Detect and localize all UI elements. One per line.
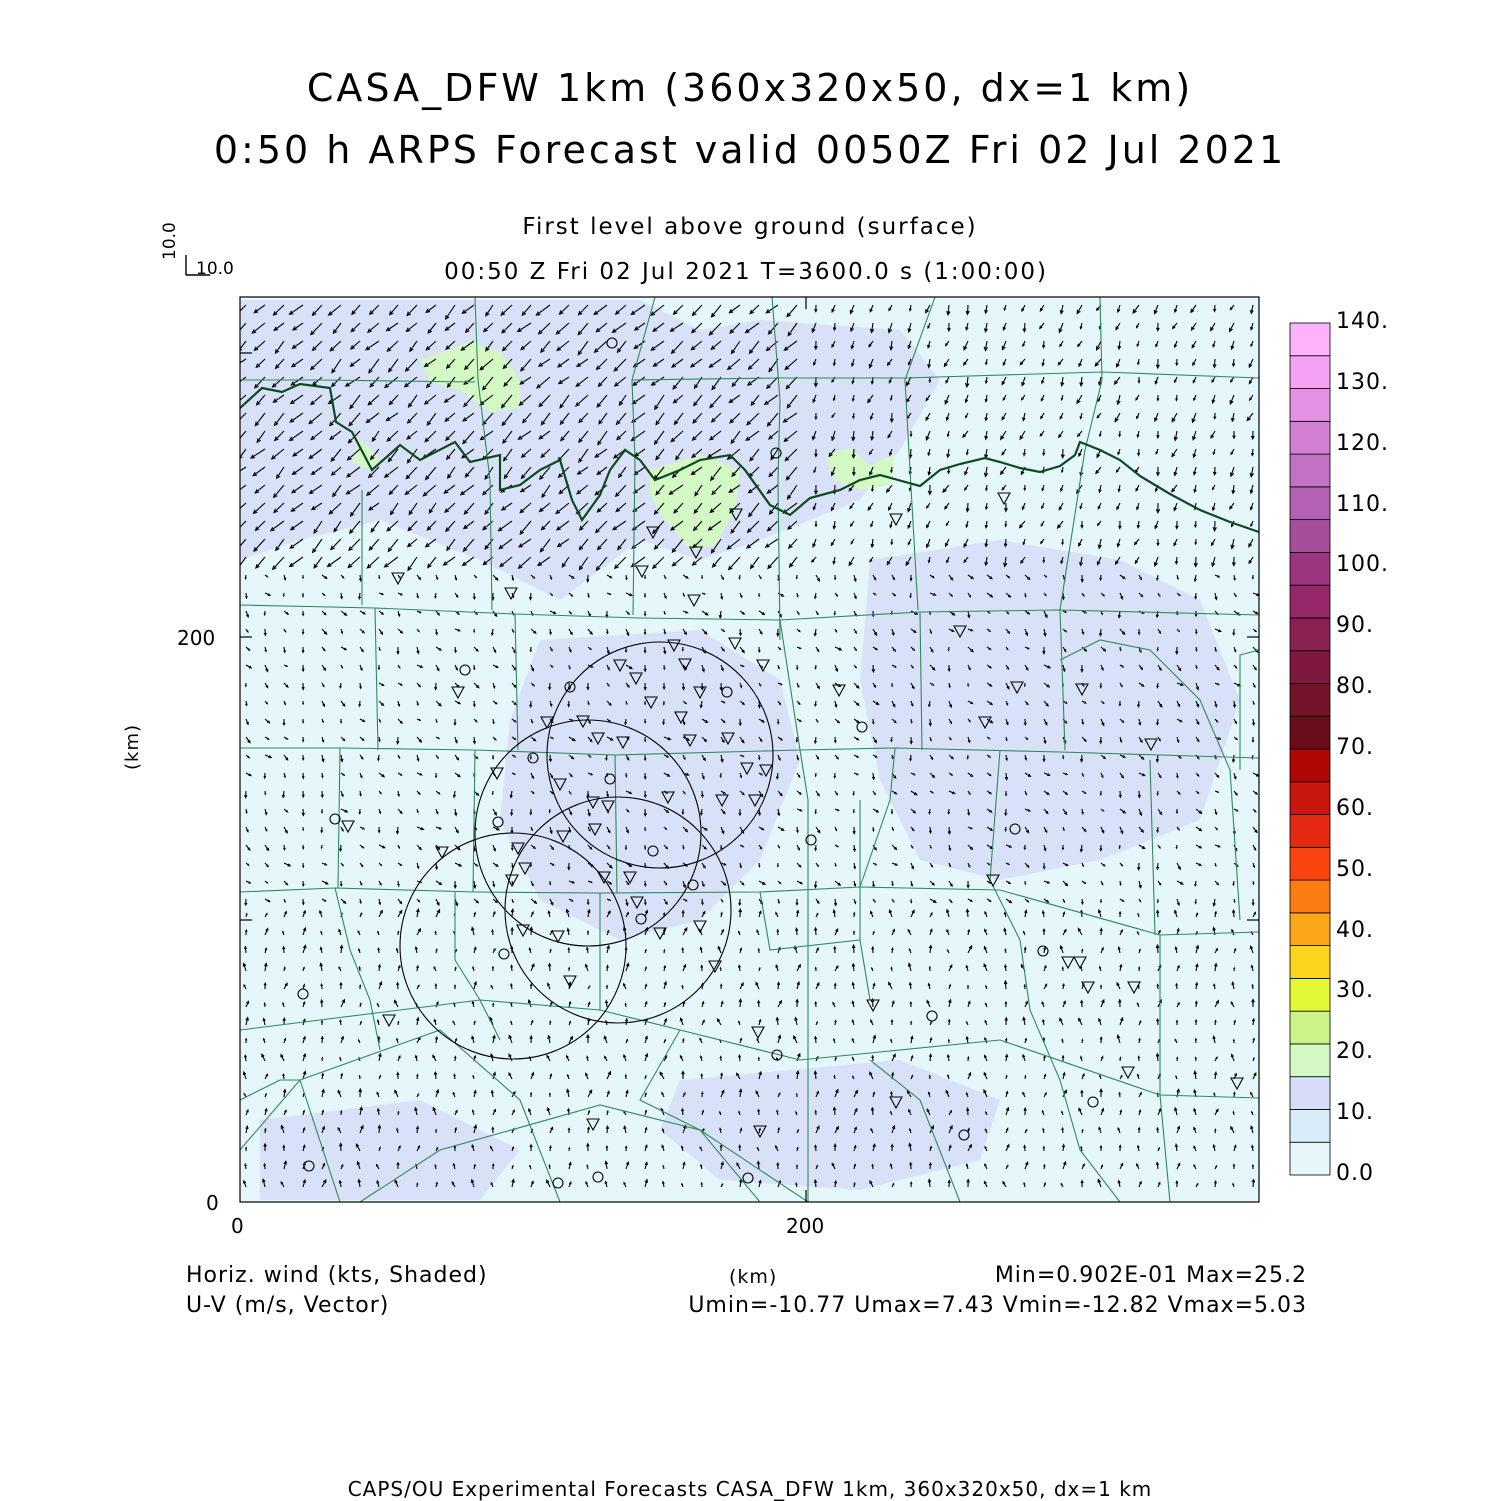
y-tick-200: 200: [177, 626, 216, 650]
wind-vector: [340, 719, 341, 723]
wind-vector: [645, 701, 646, 704]
vector-key-v-label: 10.0: [160, 222, 180, 260]
wind-vector: [777, 863, 778, 866]
wind-vector: [892, 683, 893, 686]
title-line-1: CASA_DFW 1km (360x320x50, dx=1 km): [306, 66, 1194, 110]
wind-vector: [1233, 1040, 1234, 1043]
wind-vector: [303, 719, 304, 723]
colorbar-swatch: [1290, 913, 1330, 946]
colorbar-swatch: [1290, 716, 1330, 749]
colorbar-label: 30.: [1336, 978, 1374, 1004]
colorbar-swatch: [1290, 487, 1330, 520]
wind-vector: [606, 986, 607, 989]
wind-vector: [246, 1148, 247, 1151]
wind-vector: [929, 1076, 930, 1079]
y-axis-label: (km): [122, 723, 143, 770]
wind-vector: [303, 827, 304, 830]
colorbar-swatch: [1290, 782, 1330, 815]
x-tick-200: 200: [786, 1214, 825, 1238]
colorbar-label: 100.: [1336, 552, 1389, 578]
colorbar-swatch: [1290, 323, 1330, 356]
colorbar-swatch: [1290, 946, 1330, 979]
wind-vector: [663, 701, 664, 705]
colorbar-label: 80.: [1336, 674, 1374, 700]
colorbar-label: 120.: [1336, 430, 1389, 456]
colorbar-swatch: [1290, 356, 1330, 389]
title-line-2: 0:50 h ARPS Forecast valid 0050Z Fri 02 Jul 2021: [213, 128, 1287, 172]
colorbar-swatch: [1290, 815, 1330, 848]
colorbar-label: 50.: [1336, 856, 1374, 882]
wind-vector: [303, 701, 304, 704]
wind-vector: [283, 593, 284, 596]
wind-vector: [549, 1093, 550, 1097]
colorbar-swatch: [1290, 585, 1330, 618]
colorbar-swatch: [1290, 1044, 1330, 1077]
wind-vector: [702, 575, 703, 578]
wind-vector: [550, 881, 551, 884]
colorbar-swatch: [1290, 421, 1330, 454]
colorbar-swatch: [1290, 978, 1330, 1011]
wind-vector: [853, 932, 854, 936]
colorbar-swatch: [1290, 1109, 1330, 1142]
colorbar-label: 40.: [1336, 917, 1374, 943]
colorbar-swatch: [1290, 389, 1330, 422]
wind-vector: [948, 1040, 949, 1043]
colorbar-label: 20.: [1336, 1039, 1374, 1065]
colorbar-swatch: [1290, 651, 1330, 684]
wind-vector: [759, 593, 760, 596]
wind-vector: [1234, 968, 1235, 971]
wind-vector: [1100, 899, 1101, 902]
colorbar-label: 60.: [1336, 795, 1374, 821]
wind-vector: [968, 986, 969, 989]
colorbar-swatch: [1290, 520, 1330, 553]
wind-vector: [644, 593, 645, 597]
wind-vector: [303, 575, 304, 578]
colorbar-swatch: [1290, 454, 1330, 487]
wind-vector: [587, 931, 588, 935]
wind-vector: [245, 683, 246, 686]
wind-vector: [530, 1093, 531, 1097]
colorbar-swatch: [1290, 1011, 1330, 1044]
footer-credits: CAPS/OU Experimental Forecasts CASA_DFW 1km, 360x320x50, dx=1 km: [347, 1477, 1153, 1501]
subtitle-level: First level above ground (surface): [522, 214, 978, 240]
wind-vector: [302, 593, 303, 597]
colorbar-label: 0.0: [1336, 1161, 1374, 1186]
wind-vector: [1157, 899, 1158, 902]
colorbar-label: 110.: [1336, 491, 1389, 517]
footer-right-line-2: Umin=-10.77 Umax=7.43 Vmin=-12.82 Vmax=5.03: [688, 1293, 1307, 1318]
wind-vector: [645, 827, 646, 830]
wind-vector: [454, 985, 455, 989]
wind-vector: [911, 1022, 912, 1025]
colorbar-label: 10.: [1336, 1100, 1374, 1126]
wind-vector: [321, 809, 322, 813]
subtitle-time: 00:50 Z Fri 02 Jul 2021 T=3600.0 s (1:00:00): [444, 259, 1048, 285]
colorbar-swatch: [1290, 618, 1330, 651]
wind-vector: [644, 575, 645, 578]
wind-vector: [1176, 809, 1177, 813]
colorbar-swatch: [1290, 880, 1330, 913]
colorbar: [1290, 323, 1330, 1175]
y-tick-0: 0: [206, 1191, 219, 1215]
wind-vector: [1101, 986, 1102, 990]
wind-vector: [492, 755, 493, 759]
footer-left-line-1: Horiz. wind (kts, Shaded): [186, 1263, 488, 1288]
colorbar-swatch: [1290, 1077, 1330, 1110]
wind-vector: [968, 683, 969, 686]
colorbar-label: 140.: [1336, 309, 1389, 334]
wind-vector: [796, 1165, 797, 1169]
colorbar-swatch: [1290, 552, 1330, 585]
colorbar-swatch: [1290, 1142, 1330, 1175]
colorbar-label: 70.: [1336, 735, 1374, 760]
wind-vector: [474, 629, 475, 632]
colorbar-swatch: [1290, 683, 1330, 716]
footer-left-line-2: U-V (m/s, Vector): [186, 1293, 390, 1318]
colorbar-label: 90.: [1336, 613, 1374, 639]
wind-vector: [796, 1094, 797, 1097]
wind-vector: [321, 1021, 322, 1025]
wind-vector: [777, 1075, 778, 1079]
footer-right-line-1: Min=0.902E-01 Max=25.2: [994, 1263, 1307, 1288]
wind-vector: [853, 809, 854, 812]
x-axis-label: (km): [729, 1266, 778, 1288]
wind-vector: [1024, 683, 1025, 686]
wind-vector: [569, 968, 570, 971]
vector-key-u-label: 10.0: [196, 259, 234, 279]
x-tick-0: 0: [231, 1214, 244, 1238]
colorbar-swatch: [1290, 847, 1330, 880]
colorbar-label: 130.: [1336, 369, 1389, 395]
wind-vector: [436, 1130, 437, 1133]
wind-vector: [1025, 881, 1026, 884]
colorbar-swatch: [1290, 749, 1330, 782]
